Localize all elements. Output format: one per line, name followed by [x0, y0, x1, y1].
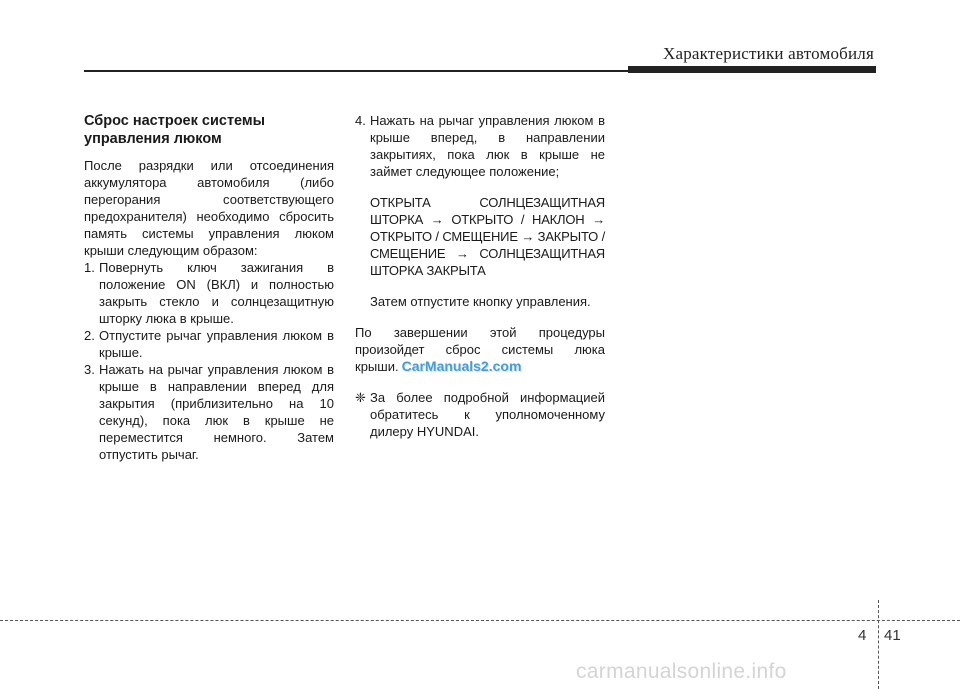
chapter-number: 4 — [858, 627, 867, 644]
step-4 — [355, 112, 605, 180]
intro-paragraph: После разрядки или отсоединения аккумулятора автомобиля (либо перегорания соответствующего предохранителя) необходимо сбросить память системы управления люком крыши следующим образом: — [84, 158, 334, 258]
step-number: 2. — [84, 328, 95, 343]
carmanuals-watermark: CarManuals2.com — [401, 358, 522, 374]
release-instruction: Затем отпустите кнопку управления. — [370, 294, 591, 309]
footer-dashed-line — [0, 620, 960, 621]
note-symbol-icon: ❈ — [355, 390, 366, 405]
section-title: Сброс настроек системы управления люком — [84, 113, 266, 147]
step-text: Нажать на рычаг управления люком в крыше в направлении вперед для закрытия (приблизительно на 10 секунд), пока люк в крыше не переместится немного. Затем отпустить рычаг. — [99, 362, 334, 462]
step-number: 1. — [84, 260, 95, 275]
page-number: 41 — [884, 627, 901, 644]
step-number: 3. — [84, 362, 95, 377]
footer-watermark: carmanualsonline.info — [576, 660, 787, 683]
left-column — [84, 112, 334, 463]
step-1 — [84, 259, 334, 327]
header-rule-thick — [628, 66, 876, 73]
step-number: 4. — [355, 113, 366, 128]
header-rule-thin — [84, 70, 684, 72]
completion-text: По завершении этой процедуры произойдет сброс системы люка крыши. — [355, 325, 605, 374]
right-column — [355, 112, 605, 440]
step-2 — [84, 327, 334, 361]
footer-dashed-divider — [878, 600, 879, 689]
step-3 — [84, 361, 334, 463]
sunroof-sequence: ОТКРЫТА СОЛНЦЕЗАЩИТНАЯ ШТОРКА → ОТКРЫТО / НАКЛОН → ОТКРЫТО / СМЕЩЕНИЕ → ЗАКРЫТО / СМЕЩЕНИЕ → СОЛНЦЕЗАЩИТНАЯ ШТОРКА ЗАКРЫТА — [370, 195, 605, 278]
note-text: За более подробной информацией обратитесь к уполномоченному дилеру HYUNDAI. — [370, 390, 605, 439]
step-text: Нажать на рычаг управления люком в крыше вперед, в направлении закрытиях, пока люк в крыше не займет следующее положение; — [370, 113, 605, 179]
completion-paragraph — [355, 324, 605, 375]
step-text: Повернуть ключ зажигания в положение ON (ВКЛ) и полностью закрыть стекло и солнцезащитную шторку люка в крыше. — [99, 260, 334, 326]
header-title: Характеристики автомобиля — [663, 44, 874, 63]
dealer-note — [355, 389, 605, 440]
step-text: Отпустите рычаг управления люком в крыше. — [99, 328, 334, 360]
